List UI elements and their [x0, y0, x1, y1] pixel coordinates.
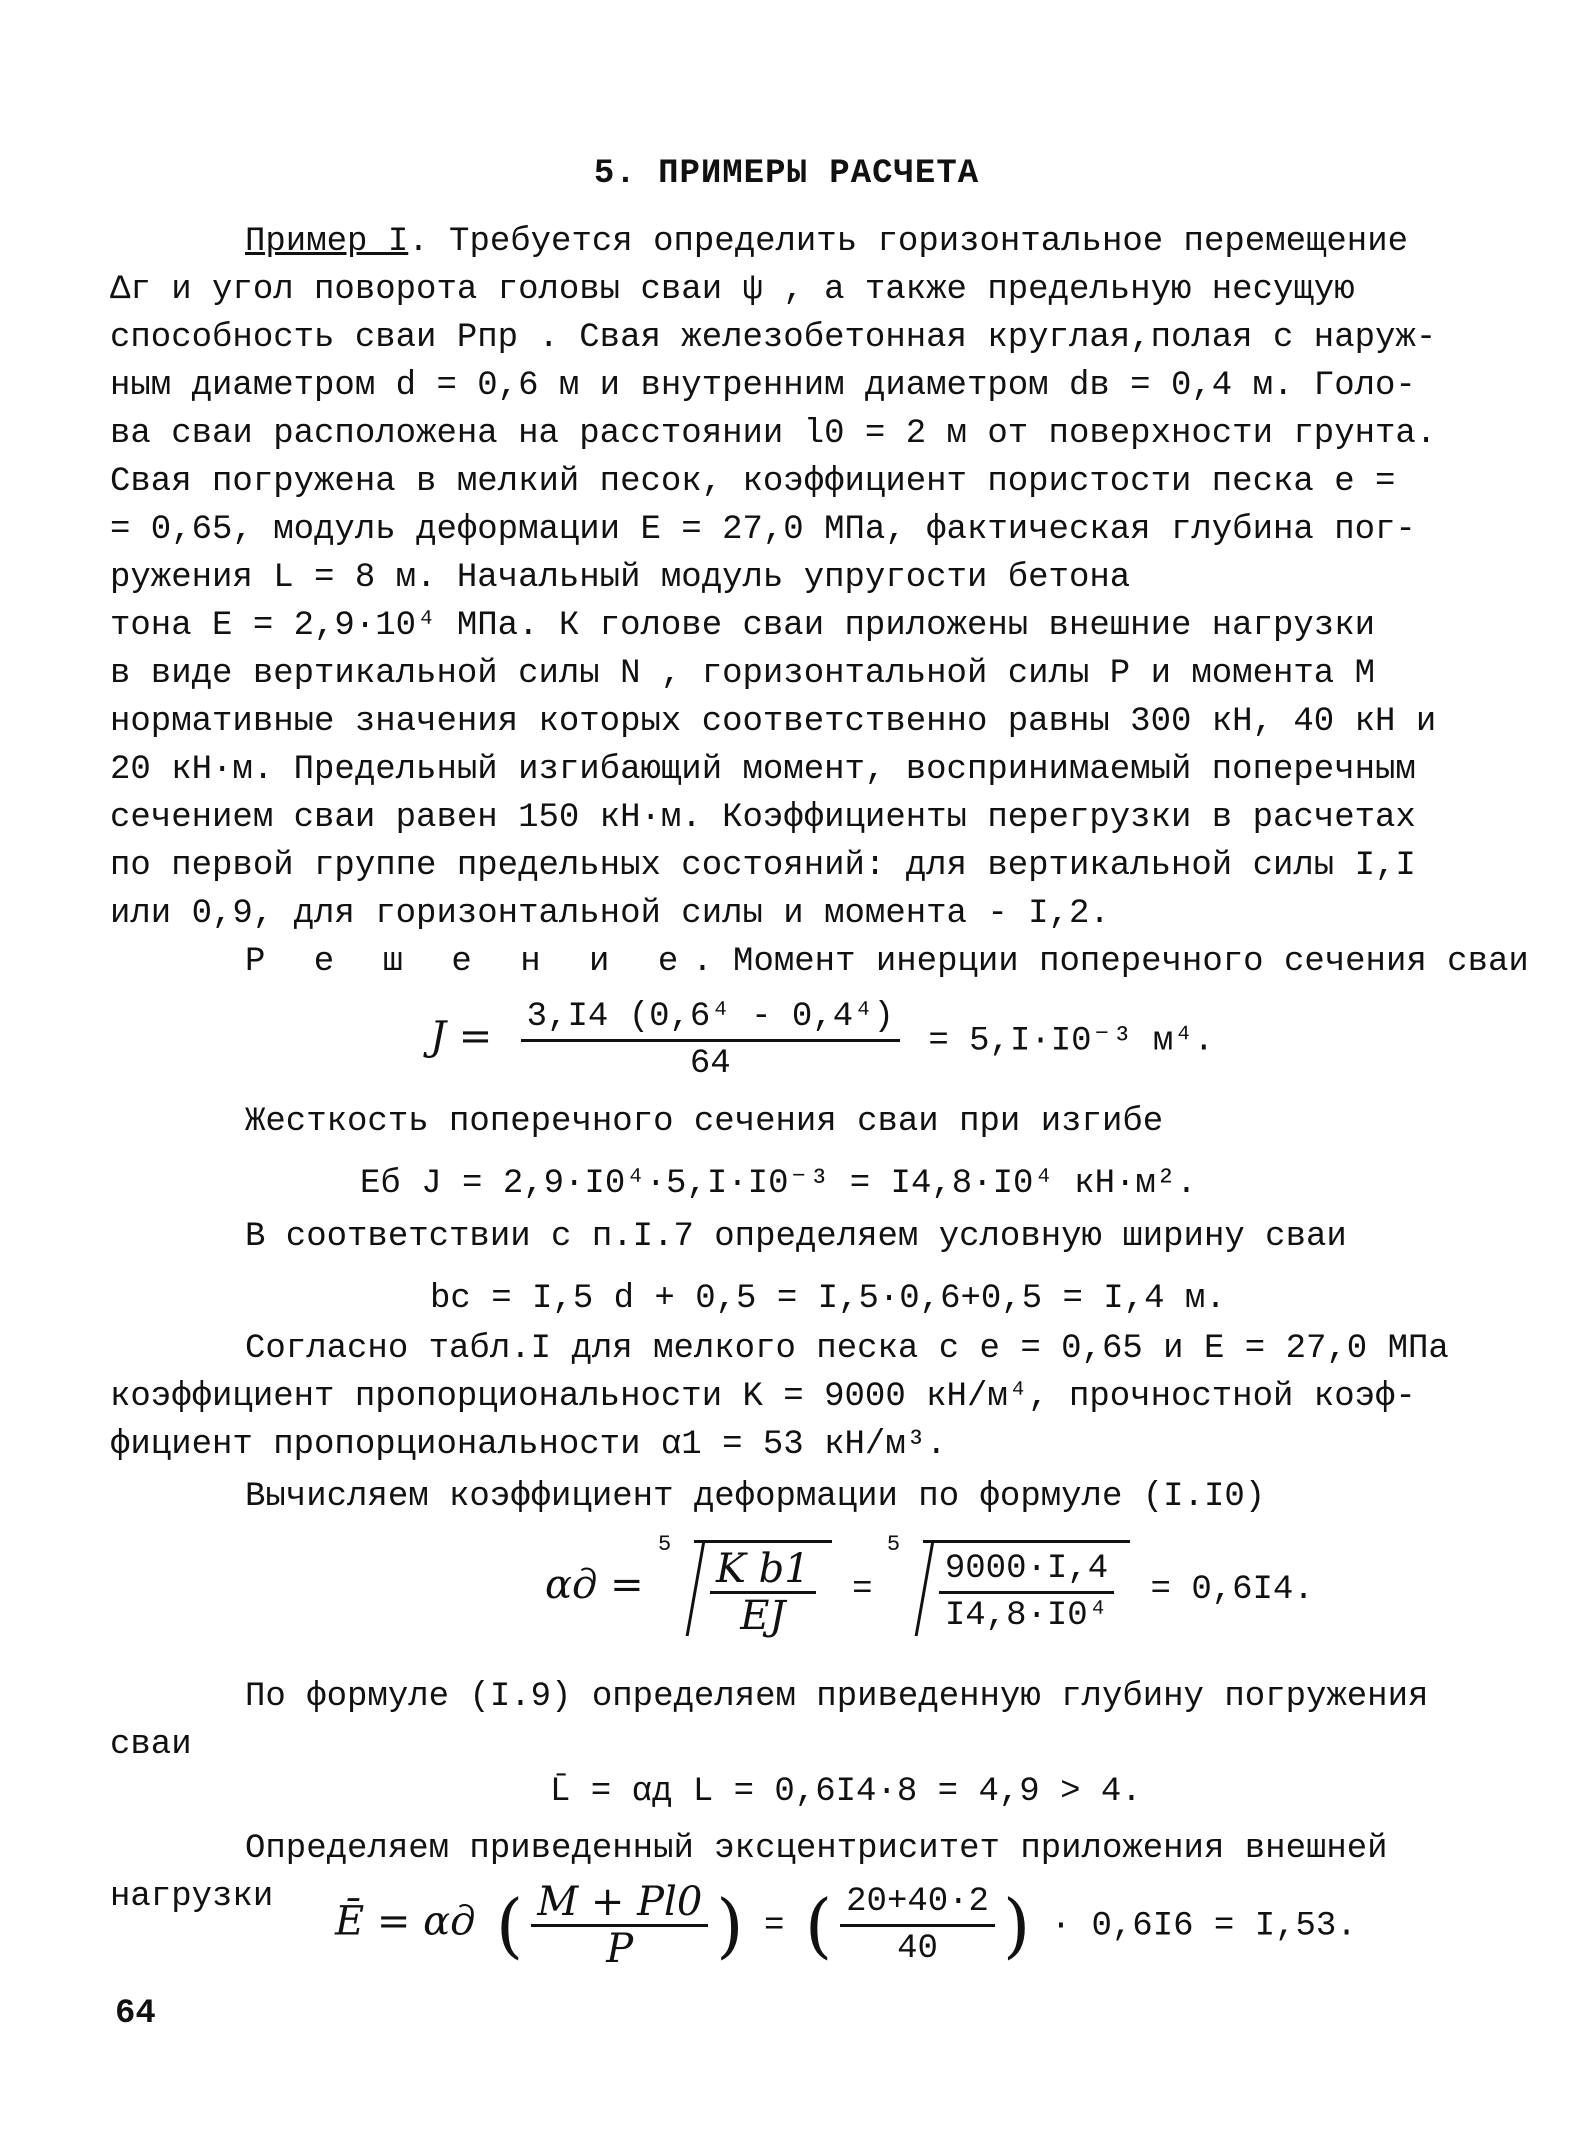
- equation-deformation: αд = 5 $\frac{\text{K b1}}{EJ}$ = 5 $\frac{9000\cdot I,4}{\text{I4,8·I0⁴}}$ = 0,6I4.: [545, 1532, 1314, 1639]
- equation-width: bc = I,5 d + 0,5 = I,5·0,6+0,5 = I,4 м.: [430, 1280, 1226, 1318]
- text-line: в виде вертикальной силы N , горизонтальной силы P и момента M: [110, 655, 1376, 693]
- text-line: Свая погружена в мелкий песок, коэффициент пористости песка e =: [110, 463, 1396, 501]
- equation-eccentricity: Ē = αд ( $\frac{M + Pl0}{P}$ ) = ( $\frac{20+40\cdot 2}{40}$ ) · 0,6I6 = I,53.: [335, 1879, 1357, 1972]
- text-line: способность сваи Pпр . Свая железобетонная круглая,полая с наруж-: [110, 319, 1437, 357]
- text-line: тона E = 2,9·10⁴ МПа. К голове сваи приложены внешние нагрузки: [110, 607, 1376, 645]
- fraction: $\frac{\text{3,I4 (0,6⁴ - 0,4⁴)}}{64}$: [521, 995, 900, 1086]
- eccentricity-paragraph: Определяем приведенный эксцентриситет приложения внешней нагрузки: [110, 1830, 1388, 1916]
- text-line: ружения L = 8 м. Начальный модуль упругости бетона: [110, 559, 1131, 597]
- text-line: ным диаметром d = 0,6 м и внутренним диаметром dв = 0,4 м. Голо-: [110, 367, 1416, 405]
- text-line: сечением сваи равен 150 кН·м. Коэффициенты перегрузки в расчетах: [110, 799, 1416, 837]
- width-paragraph: В соответствии с п.I.7 определяем условную ширину сваи: [245, 1218, 1347, 1256]
- root-sign: 5 $\frac{9000\cdot I,4}{\text{I4,8·I0⁴}}$: [923, 1540, 1130, 1638]
- fraction: $\frac{9000\cdot I,4}{\text{I4,8·I0⁴}}$: [939, 1547, 1114, 1638]
- text-line: нормативные значения которых соответственно равны 300 кН, 40 кН и: [110, 703, 1437, 741]
- equation-depth: L̄ = αд L = 0,6I4·8 = 4,9 > 4.: [550, 1773, 1142, 1811]
- text-line: Δг и угол поворота головы сваи ψ , а также предельную несущую: [110, 271, 1355, 309]
- fraction: $\frac{M + Pl0}{P}$: [531, 1880, 708, 1971]
- text-line: или 0,9, для горизонтальной силы и момента - I,2.: [110, 895, 1110, 933]
- stiffness-paragraph: Жесткость поперечного сечения сваи при изгибе: [245, 1103, 1164, 1141]
- root-sign: 5 $\frac{\text{K b1}}{EJ}$: [694, 1540, 832, 1638]
- section-heading: 5. ПРИМЕРЫ РАСЧЕТА: [593, 155, 980, 193]
- depth-paragraph: По формуле (I.9) определяем приведенную глубину погружения сваи: [110, 1678, 1429, 1764]
- example-label: Пример I: [245, 223, 409, 261]
- equation-inertia: J = $\frac{\text{3,I4 (0,6⁴ - 0,4⁴)}}{64}$ = 5,I·I0⁻³ м⁴.: [430, 995, 1214, 1086]
- fraction: $\frac{20+40\cdot 2}{40}$: [840, 1880, 995, 1971]
- text-line: ва сваи расположена на расстоянии l0 = 2 м от поверхности грунта.: [110, 415, 1437, 453]
- fraction: $\frac{\text{K b1}}{EJ}$: [710, 1547, 816, 1638]
- text-line: Р е ш е н и е. Момент инерции поперечного сечения сваи: [245, 943, 1529, 981]
- deformation-paragraph: Вычисляем коэффициент деформации по формуле (I.I0): [245, 1478, 1266, 1516]
- text-line: Пример I. Требуется определить горизонтальное перемещение: [245, 223, 1408, 261]
- text-line: 20 кН·м. Предельный изгибающий момент, воспринимаемый поперечным: [110, 751, 1416, 789]
- solution-label: Р е ш е н и е: [245, 943, 693, 981]
- equation-stiffness: Eб J = 2,9·I0⁴·5,I·I0⁻³ = I4,8·I0⁴ кН·м².: [360, 1165, 1197, 1203]
- text-line: по первой группе предельных состояний: для вертикальной силы I,I: [110, 847, 1416, 885]
- text-line: = 0,65, модуль деформации E = 27,0 МПа, фактическая глубина пог-: [110, 511, 1416, 549]
- table-paragraph: Согласно табл.I для мелкого песка с e = 0,65 и E = 27,0 МПа коэффициент пропорциональности K = 9000 кН/м⁴, прочностной коэф- фициент пропорциональности α1 = 53 кН/м³.: [110, 1330, 1449, 1464]
- example-paragraph: [110, 218, 1529, 986]
- page-number: 64: [115, 1995, 156, 2033]
